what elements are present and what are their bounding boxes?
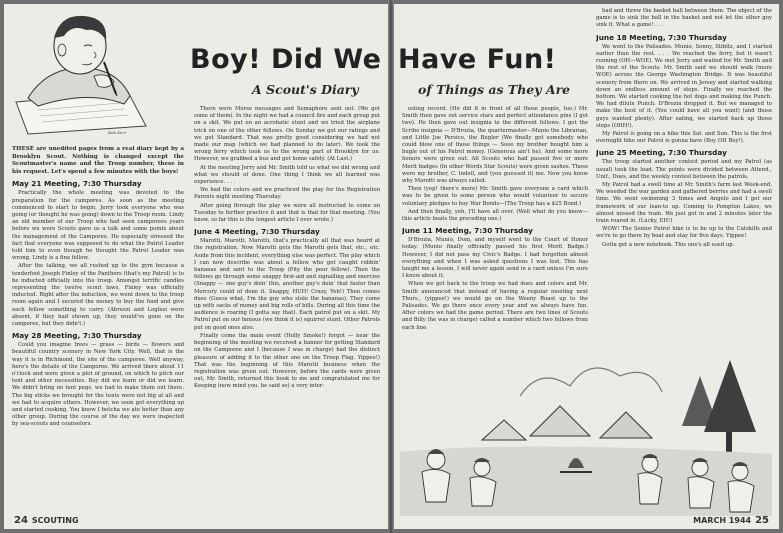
campsite-illustration (400, 356, 772, 516)
title-main-left: Boy! Did We (190, 44, 382, 75)
paragraph: Marotti, Marotti, Marotti, that's practically all that was heard at the registration. Now Marotti gets the Marotti gets that, etc., etc. Aside from this incident, everything else was perfect. The play which I can now describe was about a fellow who got caught robbin' bananas and sent to the Troop (Pity the poor fellow). Then the fellows go through some snappy first-aid and signalling and exercise (Snappy — one guy's doin' this, another guy's doin' that faster than Mercury could of done it. Snappy, HUH! Crazy, Yeh!) Then comes dues (Guess what, I'm the guy who stole the bananas). They come up with sacks of money and big rolls of bills. During all this time the audience is roaring (I gotta say that). Each patrol put on a skit. My Patrol put on our famous (we think it is) squirrel stunt. Other Patrols put on good ones also. (194, 238, 380, 331)
paragraph: Then (yep! there's more) Mr. Smith gave everyone a card which was to be given to some person who would volunteer to secure voluntary pledges to buy War Bonds—(The Troop has a $25 Bond.) (402, 186, 588, 207)
heading-june-11: June 11 Meeting, 7:30 Thursday (402, 226, 533, 236)
paragraph: Could you imagine trees — grass — birds — flowers and beautiful country scenery in New York City. Well, that is the way it is in Richmond, the site of the camporee. Well anyway, here's the details of the Camporee. We arrived there about 11 o'clock and were given a plot of ground, on which to pitch our tent and other necessities. Boy did we learn or did we learn. We didn't bring no tent pegs, we had to make them out there. The big sticks we brought for the tents were not big at all and we had to acquire others. However, we soon got everything up and started cooking. You know I betcha we ate better than any other group. During the course of the day we were inspected by sea-scouts and counselors. (12, 342, 184, 428)
boy-writing-illustration (8, 6, 158, 136)
paragraph: D'Brozia, Munio, Dom, and myself went to the Court of Honor today. (Munio finally officially passed his first Merit Badge.) However, I did not pass my Civic's Badge. I had forgotten almost everything and when I was asked questions I was lost. This has taught me a lesson, I will never again send in a card unless I'm sure I know about it. (402, 237, 588, 280)
page-number-left: 24 (14, 515, 28, 526)
paragraph: Gotta get a new notebook. This one's all used up. (602, 241, 735, 248)
paragraph: After going through the play we were all instructed to come on Tuesday to further practice it and that is that for that meeting. (You know, so far this is the longest article I ever wrote.) (194, 202, 380, 224)
paragraph: Finally come the main event (Holly Smoke!) forgot — near the beginning of the meeting we received a banner for getting Standard on the Camporee and I (because I was in charge) had the distinct pleasure of adding it to the other one on the Troop Flag. Yippee!) That was the beginning of this Marotti business when the registration was given out. However, before the cards were given out, Mr. Smith, returned this book to me and congratulated me for Keeping (now mind you, he said so) a very inter- (194, 332, 380, 390)
issue-date: MARCH 1944 (693, 516, 752, 525)
left-column-1 (12, 146, 184, 514)
footer-right (693, 515, 773, 526)
paragraph: There were Morse messages and Semaphore sent out. (We got some of them). In the night we had a council fire and each group put on a skit. We put on an acrobatic stunt and we tried the airplane trick on one of the other fellows. On Sunday we got our ratings and we got Standard. That was pretty good considering we had not made our map (which we had planned to do later). We took the wrong ferry which took us to the wrong part of Brooklyn for us. However, we grabbed a bus and got home safely. (At Last.) (194, 106, 380, 163)
heading-june-4: June 4 Meeting, 7:30 Thursday (194, 227, 320, 237)
title-subtitle-left: A Scout's Diary (252, 82, 359, 97)
paragraph: We had the colors and we practiced the play for the Registration Parents night meeting Thursday. (194, 187, 380, 201)
left-page (4, 4, 388, 529)
paragraph: And then finally, yeh, I'll have all over. (Well what do you know—this article beats the preceding one.) (402, 208, 588, 223)
left-column-2 (194, 106, 380, 514)
title-main-right: Have Fun! (398, 44, 557, 75)
paragraph: After the talking, we all rushed up to the gym because a tenderfoot Joseph Finley of the Panthers (that's my Patrol) is to be inducted officially into the troop. Amongst terrific candles representing the twelve scout laws, Finley was officially inducted. Right after the induction, we went down to the troop room again and I secured the money to buy the food and give each fellow something to carry. (Abrezzi and Loglesi were absent, if they had shown up, they would've gone on the camporee, but they didn't.) (12, 263, 184, 328)
intro-paragraph: THESE are unedited pages from a real diary kept by a Brooklyn Scout. Nothing is changed except the Scoutmaster's name and the Troop number, these in his request. Let's spend a few minutes with the boys! (12, 146, 184, 175)
paragraph: esting record. (He did it in front of all those people, too.) Mr. Smith then gave out service stars and perfect attendance pins (I got two). He then gave out insignia to the different fellows. I got the Scribe insignia — D'Brozia, the quartermaster—Munio the Librarian, and Little Joe Persico, the Bugler (We finally got somebody who could blow one of those things — Sooo my brother bought him a bugle out of his Patrol money. (Generous ain't he). And some more honors were given out. All Scouts who had passed five or more Merit badges (In other Words Star Scouts) were given sashes. These were my brother, C. Indell, and (you guessed it) me. Now you know why Marotti was always called. (402, 106, 588, 185)
paragraph: When we got back to the troop we had dues and colors and Mr. Smith announced that instead of having a regular meeting next Thurs., (yippee!) we would go on the Weeny Roast up to the Palisades. We go there once every year and we always have fun. After colors we had the game period. There are two lines of Scouts and Billy (he was in charge) called a number which two fellows from each line (402, 281, 588, 331)
heading-june-25: June 25 Meeting, 7:30 Thursday (596, 148, 727, 158)
paragraph: My Patrol is going on a hike this Sat. and Sun. This is the first overnight hike our Patrol is gonna have (Boy OH Boy!). (596, 131, 772, 145)
paragraph: We went to the Palisades. Munio, Sonny, Stibitz, and I started earlier than the rest. . . . We reached the ferry, but it wasn't running (OH—WOE). We met Jerry and waited for Mr. Smith and the rest of the Scouts. Mr. Smith said we should walk (more WOE) across the George Washington Bridge. It was beautiful scenery from there on. We arrived in Jersey and started walking down an endless amount of steps. Finally we reached the bottom. We started cooking the hot dogs and making the Punch. We had dilute Punch. D'Brozia dropped it. But we managed to make the best of it. (You could have all you want) (and those guys wanted plenty). After eating, we started back up those steps (OHH!). (596, 43, 772, 129)
paragraph: WOW! The Senior Patrol hike is to be up to the Catskills and we're to go there by boat and stay for five days. Yippee! (596, 226, 772, 240)
heading-may-28: May 28 Meeting, 7:30 Thursday (12, 331, 142, 341)
heading-may-21: May 21 Meeting, 7:30 Thursday (12, 179, 142, 189)
artist-signature: Bob Kerr (108, 130, 127, 135)
title-subtitle-right: of Things as They Are (418, 82, 571, 97)
paragraph: Practically the whole meeting was devoted to the preparation for the campores. As soon as the meeting commenced to start to begin, Jerry took everyone who was going (or thought he was going) down to the Troop room. Lindy an old member of our Troop who had seen camporees years before we were Scouts gave us a talk and some points about the management of the Camporee. He especially stressed the fact that everyone was supposed to do what the Patrol Leader told him to even though he thought the Patrol Leader was wrong. Lindy is a fine fellow. (12, 190, 184, 262)
paragraph: My Patrol had a swell time at Mr. Smith's farm last Week-end. We weeded the war garden and gathered berries and had a swell time. We went swimming 3 times and Angelo and I got our framework of our lean-to up. Coming to Pompton Lakes, we almost missed the train. We just got in and 2 minutes later the train roared in. (Lucky, EH!) (596, 182, 772, 225)
footer-left (10, 515, 79, 526)
paragraph: had and threw the basket ball between them. The object of the game is to sink the ball in the basket and not let the other guy sink it. What a game! . . . (596, 8, 772, 29)
right-column-1 (402, 106, 588, 356)
paragraph: The troop started another contest period and my Patrol (as usual) took the lead. The points were divided between Attend., Unif., Dues, and the weekly contest between the patrols. (596, 159, 772, 180)
magazine-name: SCOUTING (31, 516, 79, 525)
right-page (394, 4, 779, 529)
page-number-right: 25 (755, 515, 769, 526)
paragraph: At the meeting Jerry and Mr. Smith told us what we did wrong and what we should of done. One thing I think we all learned was experience. . . . (194, 164, 380, 186)
heading-june-18: June 18 Meeting, 7:30 Thursday (596, 32, 727, 42)
right-column-2 (596, 8, 772, 344)
